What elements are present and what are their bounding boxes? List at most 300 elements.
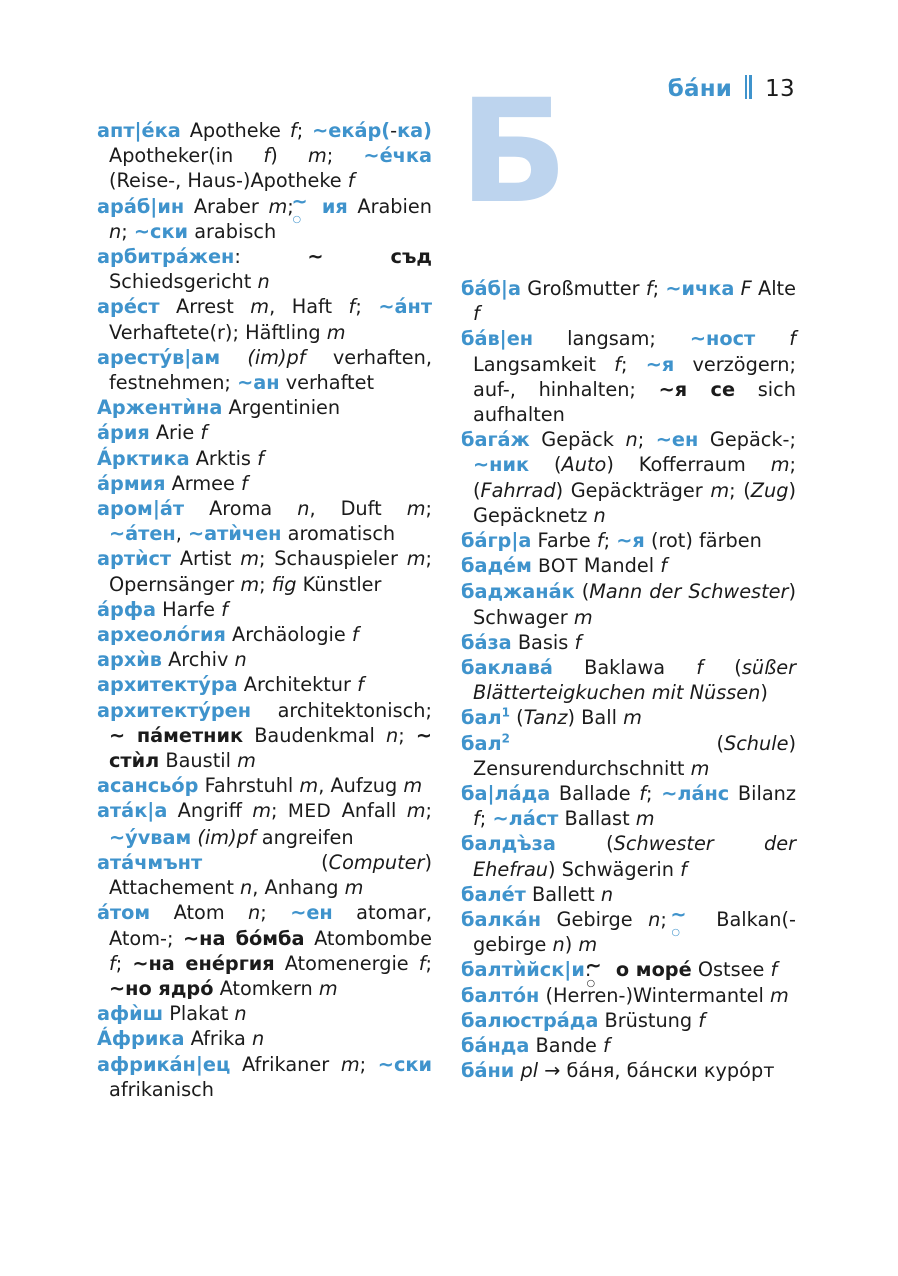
grammar-label: m (710, 478, 730, 502)
grammar-label: m (240, 572, 260, 596)
grammar-label: m (252, 799, 272, 823)
grammar-label: m (690, 756, 710, 780)
gloss: Harfe (155, 597, 222, 621)
grammar-label: f (596, 529, 604, 553)
gloss: ( (574, 580, 590, 604)
grammar-label: f (614, 352, 621, 376)
headword: арестýв|ам (97, 345, 221, 369)
dictionary-entry (97, 900, 432, 1001)
collocation: ~но ядрó (109, 976, 214, 1000)
gloss: Bande (529, 1034, 604, 1058)
gloss: Ballast (558, 807, 636, 831)
gloss: ; (296, 119, 313, 142)
grammar-label: Schule (723, 731, 789, 755)
headword: арéст (97, 295, 160, 319)
headword: áтом (97, 901, 151, 925)
gloss: Arktis (189, 446, 258, 470)
headword: балкáн (461, 908, 542, 932)
gloss: Langsamkeit (473, 352, 615, 376)
gloss: ( (529, 453, 562, 477)
subject-label: BOT (538, 556, 578, 578)
grammar-label: f (680, 857, 687, 881)
gloss: Atomkern (213, 976, 319, 1000)
gloss: Mandel (577, 554, 661, 578)
gloss: Ballett (525, 882, 601, 906)
grammar-label: n (234, 1002, 247, 1026)
headword: асансьóр (97, 774, 199, 798)
grammar-label: f (221, 597, 228, 621)
headword: балюстрáда (461, 1008, 599, 1032)
gloss: Künstler (296, 572, 382, 596)
tilde-derivative: ~ен (655, 428, 699, 452)
grammar-label: m (340, 1052, 360, 1076)
headword: áрия (97, 421, 150, 445)
gloss: ; (620, 352, 646, 376)
gloss: Farbe (531, 529, 597, 553)
tilde-derivative: ~ývвам (109, 825, 192, 849)
dictionary-entry (461, 983, 796, 1008)
grammar-label: m (344, 876, 364, 900)
dictionary-entry (461, 553, 796, 579)
gloss: ) Ball (567, 706, 624, 730)
dictionary-entry (461, 907, 796, 957)
dictionary-entry (461, 731, 796, 781)
grammar-label: süßer Blätterteigkuchen mit Nüssen (473, 656, 797, 705)
dictionary-entry (461, 781, 796, 831)
gloss: - (390, 119, 398, 142)
gloss: ( (202, 850, 329, 874)
subject-label: MED (287, 801, 332, 823)
dictionary-entry (461, 1058, 796, 1083)
grammar-label: m (406, 547, 426, 571)
grammar-label: f (789, 327, 796, 351)
gloss: Fahrstuhl (198, 774, 300, 798)
grammar-label: n (552, 933, 565, 957)
collocation: о морé (615, 958, 692, 982)
grammar-label: m (240, 547, 259, 571)
gloss: ( (509, 731, 724, 755)
gloss: ; (652, 277, 666, 300)
gloss: Apotheker(in (109, 144, 264, 168)
collocation: ~на бóмба (182, 926, 305, 950)
gloss: Armee (165, 471, 242, 495)
dictionary-entry (97, 496, 432, 546)
gloss: verzögern; auf-, hinhalten; (473, 352, 796, 401)
gloss: ; ( (473, 453, 796, 502)
dictionary-entry (461, 326, 796, 427)
gloss: (rot) färben (644, 529, 762, 553)
column-left (97, 118, 432, 1102)
headword: баджанáк (461, 580, 575, 604)
headword: балтóн (461, 983, 540, 1007)
gloss: ) Zensurendurchschnitt (473, 731, 796, 780)
grammar-label: Auto (561, 453, 607, 477)
dictionary-entry (97, 672, 432, 697)
gloss: бáня, бáнски курóрт (566, 1059, 775, 1083)
gloss: afrikanisch (109, 1077, 214, 1101)
gloss: Gebirge (541, 908, 649, 932)
collocation: ~ съд (307, 245, 432, 269)
grammar-label: n (600, 882, 614, 906)
page-number: 13 (765, 76, 795, 102)
gloss: Archiv (161, 648, 235, 672)
gloss: ; (660, 908, 683, 932)
dictionary-entry (97, 446, 432, 471)
gloss: Arrest (159, 295, 251, 319)
tilde-derivative: ~éчка (363, 144, 432, 168)
tilde-derivative: ~лáст (492, 807, 559, 831)
headword: балéт (461, 882, 526, 906)
gloss (755, 327, 789, 350)
grammar-label: f (698, 1008, 706, 1032)
gloss: , Aufzug (318, 774, 404, 798)
gloss: Baustil (159, 749, 238, 773)
gloss: aromatisch (281, 522, 396, 546)
grammar-label: n (240, 876, 253, 900)
headword: áрфа (97, 597, 156, 621)
gloss: ; ( (729, 478, 751, 502)
dictionary-entry (461, 528, 796, 553)
grammar-label: f (257, 446, 264, 470)
grammar-label: m (307, 144, 327, 168)
headword: бал (461, 706, 502, 730)
grammar-label: f (473, 302, 480, 326)
grammar-label: m (403, 774, 423, 798)
grammar-label: m (770, 453, 790, 477)
grammar-label: f (109, 951, 116, 975)
dictionary-entry (461, 831, 796, 881)
gloss: : (584, 958, 598, 982)
dictionary-entry (97, 622, 432, 647)
gloss: Schiedsgericht (109, 270, 258, 294)
tilde-derivative: ~ски (133, 219, 189, 243)
headword: арбитрáжен (97, 245, 235, 269)
dictionary-entry (97, 1001, 432, 1026)
gloss: , Duft (309, 497, 407, 521)
headword: бадéм (461, 554, 532, 578)
headword: атáчмънт (97, 850, 203, 874)
headword: Áрктика (97, 446, 190, 470)
tilde-derivative: ия (321, 194, 348, 218)
headword: африкáн|ец (97, 1052, 231, 1076)
headword: багáж (461, 428, 530, 452)
headword: бáза (461, 630, 512, 654)
dictionary-entry (97, 420, 432, 445)
gloss: ) Gepäckträger (555, 478, 711, 502)
gloss: ( (703, 656, 742, 680)
grammar-label: f (473, 807, 480, 831)
gloss: ) Schwägerin (548, 857, 681, 881)
gloss: Verhaftete(r); Häftling (109, 320, 327, 344)
gloss: verhaften, festnehmen; (109, 345, 432, 395)
grammar-label: m (573, 605, 593, 629)
gloss: architektonisch; (251, 698, 432, 722)
grammar-label: m (250, 295, 270, 319)
grammar-label: f (770, 958, 778, 982)
grammar-label: m (635, 807, 655, 831)
gloss: angreifen (255, 825, 354, 849)
dictionary-entry (97, 1026, 432, 1051)
grammar-label: m (326, 320, 346, 344)
grammar-label: m (623, 706, 642, 730)
gloss: Architektur (237, 673, 358, 697)
grammar-label: m (406, 497, 426, 521)
grammar-label: n (257, 270, 270, 294)
headword: архитектýра (97, 673, 238, 697)
grammar-label: f (418, 951, 426, 975)
headword: бал (461, 731, 502, 755)
grammar-label: f (357, 673, 364, 697)
dictionary-entry (97, 850, 432, 900)
dictionary-entry (97, 244, 432, 294)
headword: артѝст (97, 547, 172, 571)
gloss: Anfall (331, 799, 407, 823)
tilde-derivative: ~áтен (109, 522, 176, 546)
gloss: Afrikaner (230, 1052, 341, 1076)
gloss: , Haft (269, 295, 349, 319)
grammar-label: f (645, 277, 653, 300)
headword: бáни (461, 1059, 515, 1083)
gloss: ; (259, 572, 272, 596)
gloss: ) (270, 144, 308, 168)
grammar-label: m (318, 976, 338, 1000)
gloss: verhaftet (279, 371, 375, 395)
dictionary-entry (97, 647, 432, 672)
gloss: ; (646, 782, 662, 806)
gloss: ; (326, 144, 364, 168)
grammar-label: f (347, 169, 355, 193)
gloss: ; (359, 1052, 378, 1076)
gloss: ) (564, 933, 579, 957)
gloss: ) Schwager (473, 580, 796, 629)
tilde-derivative: ~áнт (378, 295, 432, 319)
grammar-label: f (348, 295, 356, 319)
gloss: ; Opernsänger (109, 547, 432, 596)
grammar-label: Fahrrad (480, 478, 556, 502)
running-head (668, 72, 795, 102)
grammar-label: Tanz (523, 706, 568, 730)
gloss: Baudenkmal (243, 723, 387, 747)
grammar-label: f (200, 421, 208, 445)
gloss: Arabien (347, 194, 432, 218)
grammar-label: f (696, 656, 704, 680)
headword: архитектýрен (97, 698, 252, 722)
gloss: Alte (751, 277, 796, 300)
grammar-label: (im)pf (247, 345, 306, 369)
grammar-label: f (574, 630, 582, 654)
gloss: (Reise-, Haus-)Apotheke (109, 169, 348, 193)
gloss: ) Gepäcknetz (473, 478, 796, 527)
grammar-label: n (297, 497, 310, 521)
grammar-label: Zug (750, 478, 789, 502)
grammar-label: n (109, 219, 122, 243)
grammar-label: n (234, 648, 247, 672)
gloss: langsam; (533, 327, 690, 351)
gloss (220, 346, 247, 369)
headword: атáк|а (97, 799, 168, 823)
headword: Аржентѝна (97, 396, 223, 420)
gloss: ; (603, 529, 617, 553)
grammar-label: m (299, 774, 319, 798)
grammar-label: Computer (328, 850, 425, 874)
dictionary-entry (97, 194, 432, 244)
gloss: ; (271, 799, 288, 823)
dictionary-entry (461, 957, 796, 982)
grammar-label: m (406, 799, 426, 823)
dictionary-entry (97, 118, 432, 194)
grammar-label: (im)pf (197, 825, 256, 849)
gloss: Brüstung (598, 1008, 699, 1032)
headword: археолóгия (97, 623, 226, 647)
dictionary-entry (461, 276, 796, 326)
gloss: Bilanz (729, 782, 796, 806)
gloss: Arie (149, 421, 201, 445)
gloss: Baklawa (552, 656, 697, 680)
grammar-label: Mann der Schwester (589, 580, 789, 604)
headword: бáв|ен (461, 327, 534, 351)
grammar-label: f (660, 554, 667, 578)
grammar-label: f (263, 144, 271, 168)
dictionary-entry (461, 579, 796, 629)
running-head-word: бáни (667, 76, 733, 102)
dictionary-entry (461, 630, 796, 655)
gloss: ) Attachement (109, 850, 432, 900)
dictionary-entry (97, 395, 432, 420)
gloss: ; (287, 194, 304, 218)
gloss: Plakat (163, 1002, 235, 1026)
gloss: Araber (184, 194, 269, 218)
dictionary-entry (461, 1033, 796, 1058)
dictionary-entry (97, 345, 432, 395)
gloss: Angriff (167, 799, 253, 823)
gloss: Atomenergie (274, 951, 419, 975)
tilde-derivative: ~ен (290, 901, 333, 925)
gloss: sich aufhalten (473, 377, 796, 427)
gloss: Gepäck (529, 428, 626, 452)
gloss: Atom (150, 901, 249, 925)
gloss: Argentinien (222, 396, 341, 420)
gloss: Ostsee (691, 958, 771, 982)
gloss: ; (115, 951, 133, 975)
homograph-index: 2 (501, 731, 510, 746)
gloss: ; (425, 799, 432, 823)
section-letter: Б (459, 68, 568, 235)
grammar-label: n (251, 1027, 265, 1051)
gloss: Basis (511, 630, 575, 654)
grammar-label: f (603, 1034, 610, 1058)
grammar-label: n (648, 908, 661, 932)
dictionary-entry (461, 1008, 796, 1033)
tilde-derivative: ~екáр( (312, 119, 391, 142)
dictionary-entry (461, 882, 796, 907)
dictionary-entry (461, 655, 796, 705)
tilde-derivative: ~атѝчен (188, 522, 282, 546)
headword: бáгр|а (461, 529, 532, 553)
gloss: Artist (171, 547, 241, 571)
grammar-label: fig (271, 572, 297, 596)
grammar-label: n (386, 723, 399, 747)
running-head-separator-icon (745, 75, 752, 99)
column-right (461, 276, 796, 1084)
headword: áрмия (97, 471, 166, 495)
gloss: Großmutter (521, 277, 646, 300)
grammar-label: n (248, 901, 261, 925)
grammar-label: f (241, 471, 248, 495)
gloss: ; (425, 497, 432, 521)
gloss: ; (637, 428, 656, 452)
gloss: ; (398, 723, 416, 747)
tilde-derivative: ~лáнс (661, 782, 730, 806)
grammar-label: F (740, 277, 752, 300)
tilde-derivative: ~я (616, 529, 645, 553)
gloss: , (175, 522, 189, 546)
gloss: ; (355, 295, 379, 319)
dictionary-entry (97, 698, 432, 774)
collocation: ~на енéргия (132, 951, 275, 975)
dictionary-entry (97, 1052, 432, 1102)
gloss: : (234, 245, 308, 269)
tilde-derivative: ~я (645, 352, 675, 376)
gloss: ( (509, 706, 524, 730)
headword: балдъ̀за (461, 832, 556, 856)
grammar-label: m (237, 749, 256, 773)
headword: апт|éка (97, 119, 181, 142)
gloss: (Herren-)Wintermantel (539, 983, 770, 1007)
grammar-label: n (593, 503, 606, 527)
gloss: ( (555, 832, 614, 856)
dictionary-entry (97, 471, 432, 496)
headword: бáб|а (461, 277, 521, 300)
gloss: ) (760, 681, 768, 705)
collocation: ~ стѝл (109, 723, 432, 773)
gloss: ) Kofferraum (606, 453, 771, 477)
gloss: ; (479, 807, 493, 831)
grammar-label: n (625, 428, 638, 452)
gloss: → (538, 1059, 567, 1083)
headword: афѝш (97, 1002, 164, 1026)
tilde-derivative: ~ан (237, 371, 280, 395)
dictionary-entry (97, 798, 432, 849)
dictionary-entry (97, 546, 432, 596)
headword: ба|лáда (461, 782, 551, 806)
gloss: , Anhang (252, 876, 345, 900)
gloss: Atombombe (304, 926, 432, 950)
gloss: arabisch (188, 219, 277, 243)
grammar-label: m (769, 983, 789, 1007)
tilde-derivative: ка) (397, 119, 432, 142)
gloss: ; (425, 951, 432, 975)
collocation: ~ пáметник (109, 723, 244, 747)
homograph-index: 1 (501, 706, 510, 721)
headword: арáб|ин (97, 194, 185, 218)
headword: аром|áт (97, 497, 185, 521)
gloss: ; (121, 219, 134, 243)
grammar-label: Schwester der Ehefrau (473, 832, 796, 881)
headword: архѝв (97, 648, 162, 672)
headword: бáнда (461, 1034, 530, 1058)
gloss: Ballade (550, 782, 640, 806)
tilde-derivative: ~ник (473, 453, 530, 477)
collocation: ~я се (658, 377, 736, 401)
gloss: Aroma (184, 497, 298, 521)
grammar-label: m (578, 933, 598, 957)
grammar-label: m (268, 194, 288, 218)
gloss: Afrika (184, 1027, 252, 1051)
grammar-label: pl (520, 1059, 539, 1083)
gloss: Gepäck-; (698, 428, 796, 452)
headword: баклавá (461, 656, 553, 680)
tilde-derivative: ~ност (689, 327, 756, 351)
